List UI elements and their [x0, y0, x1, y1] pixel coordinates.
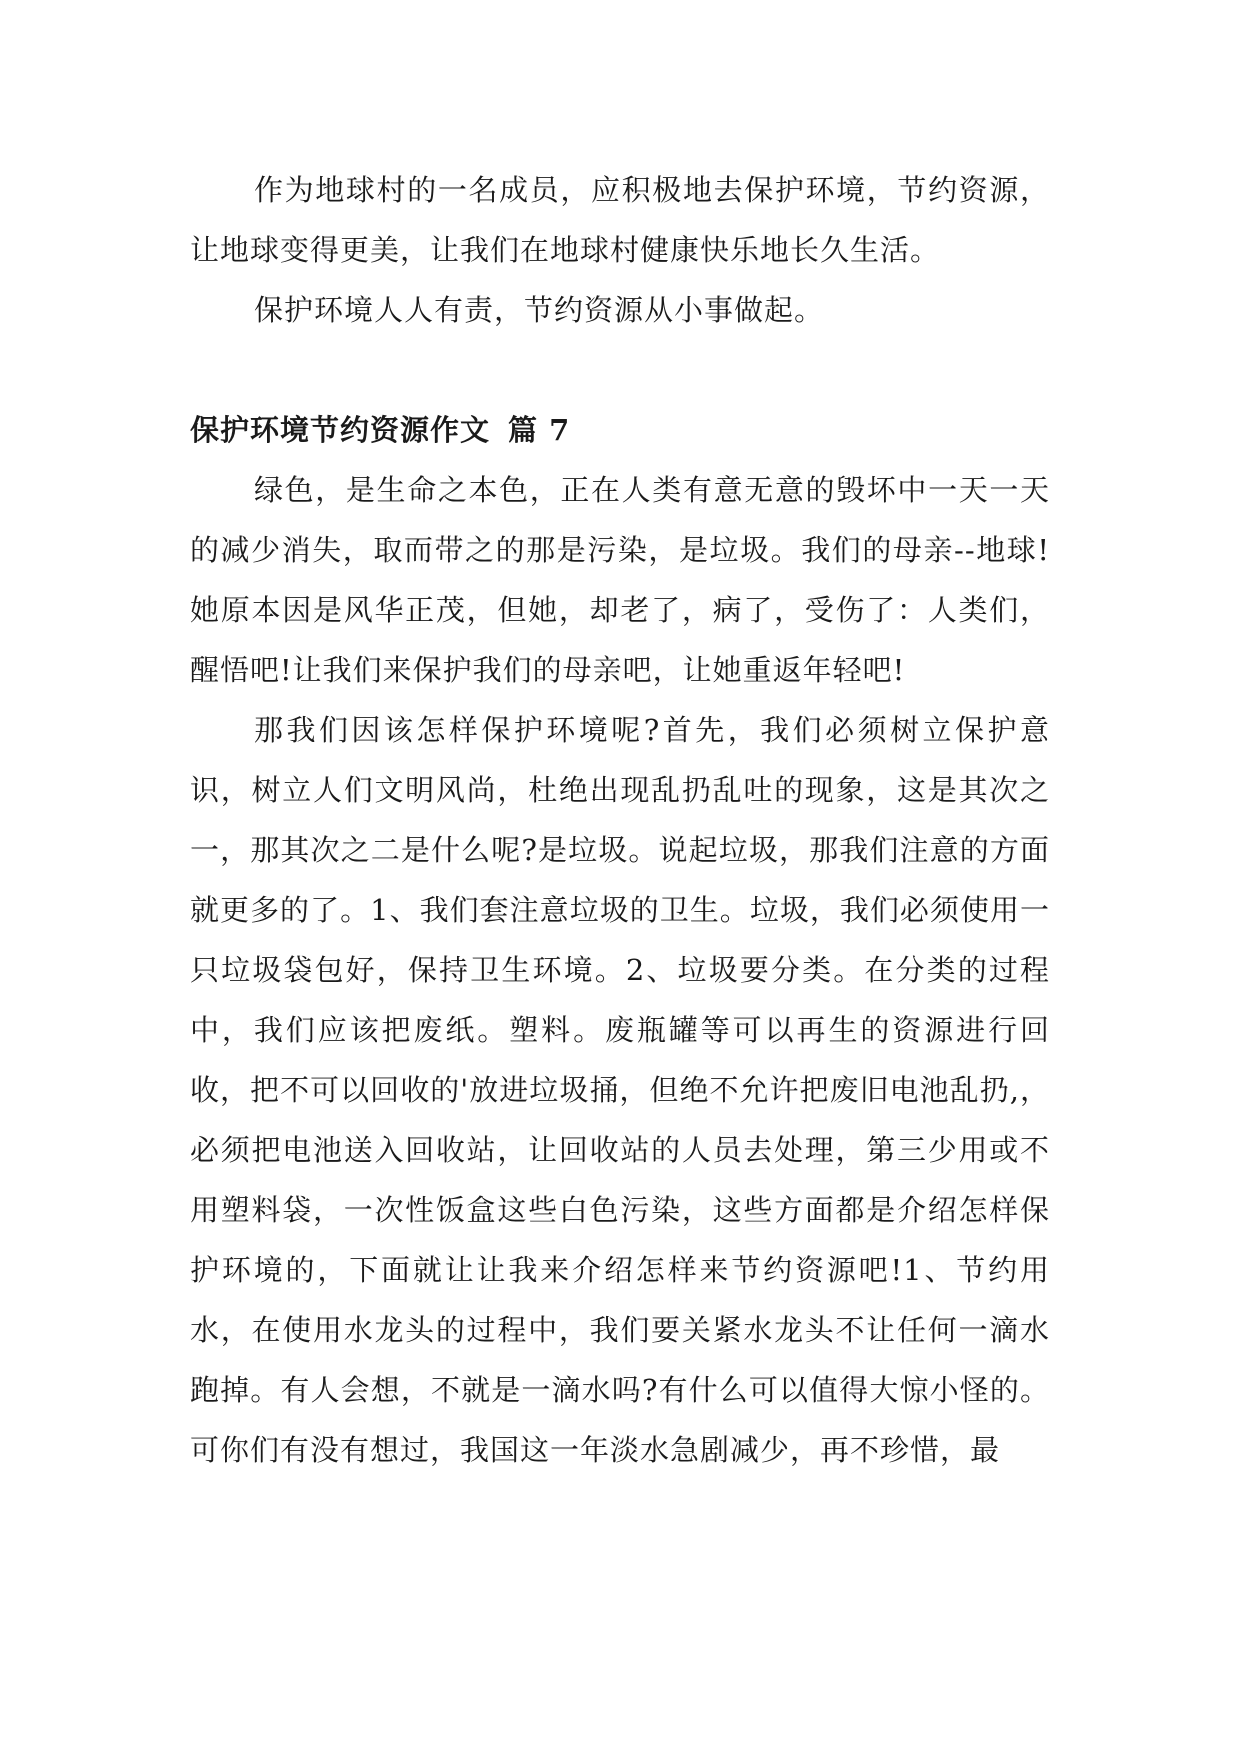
document-page	[190, 160, 1050, 1480]
section-heading	[190, 400, 1050, 460]
section-number: 篇 7	[508, 413, 571, 447]
section-paragraph-2: 那我们因该怎样保护环境呢?首先，我们必须树立保护意识，树立人们文明风尚，杜绝出现乱扔乱吐的现象，这是其次之一，那其次之二是什么呢?是垃圾。说起垃圾，那我们注意的方面就更多的了。1、我们套注意垃圾的卫生。垃圾，我们必须使用一只垃圾袋包好，保持卫生环境。2、垃圾要分类。在分类的过程中，我们应该把废纸。塑料。废瓶罐等可以再生的资源进行回收，把不可以回收的'放进垃圾捅，但绝不允许把废旧电池乱扔,，必须把电池送入回收站，让回收站的人员去处理，第三少用或不用塑料袋，一次性饭盒这些白色污染，这些方面都是介绍怎样保护环境的，下面就让让我来介绍怎样来节约资源吧!1、节约用水，在使用水龙头的过程中，我们要关紧水龙头不让任何一滴水跑掉。有人会想，不就是一滴水吗?有什么可以值得大惊小怪的。可你们有没有想过，我国这一年淡水急剧减少，再不珍惜，最	[190, 713, 1050, 1467]
section-title: 保护环境节约资源作文	[190, 413, 491, 447]
intro-paragraph-1: 作为地球村的一名成员，应积极地去保护环境，节约资源，让地球变得更美，让我们在地球村健康快乐地长久生活。	[190, 173, 1050, 267]
intro-paragraph-2: 保护环境人人有责，节约资源从小事做起。	[254, 293, 825, 327]
section-paragraph-1: 绿色，是生命之本色，正在人类有意无意的毁坏中一天一天的减少消失，取而带之的那是污染，是垃圾。我们的母亲--地球!她原本因是风华正茂，但她，却老了，病了，受伤了：人类们，醒悟吧!让我们来保护我们的母亲吧，让她重返年轻吧!	[190, 473, 1050, 687]
